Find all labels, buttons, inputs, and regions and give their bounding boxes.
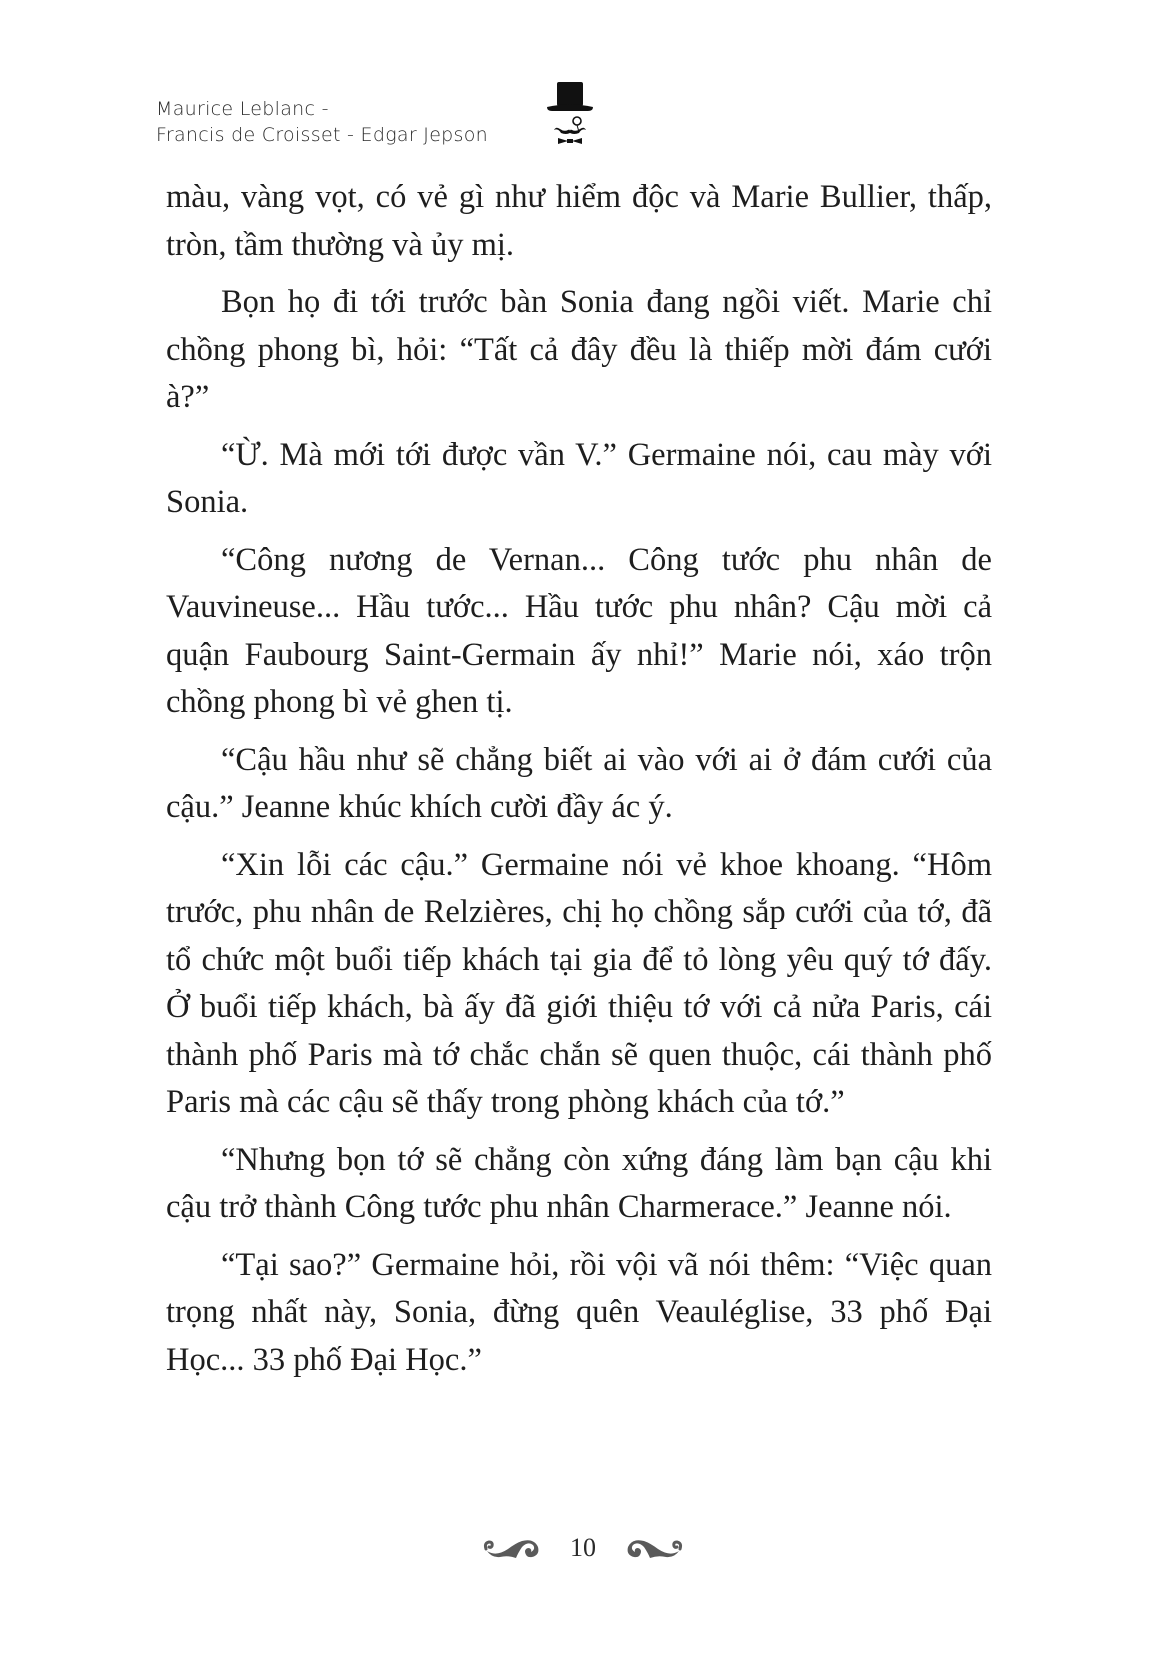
page-number: 10 — [570, 1533, 596, 1562]
header-authors-line-1: Maurice Leblanc - — [156, 98, 329, 120]
paragraph: “Nhưng bọn tớ sẽ chẳng còn xứng đáng làm bạn cậu khi cậu trở thành Công tước phu nhân Charmerace.” Jeanne nói. — [166, 1141, 992, 1225]
paragraph: “Xin lỗi các cậu.” Germaine nói vẻ khoe khoang. “Hôm trước, phu nhân de Relzières, chị họ chồng sắp cưới của tớ, đã tổ chức một buổi tiếp khách tại gia để tỏ lòng yêu quý tớ đấy. Ở buổi tiếp khách, bà ấy đã giới thiệu tớ với cả nửa Paris, cái thành phố Paris mà tớ chắc chắn sẽ quen thuộc, cái thành phố Paris mà các cậu sẽ thấy trong phòng khách của tớ.” — [166, 846, 992, 1120]
top-hat-monocle-mustache-icon — [544, 80, 596, 150]
running-header — [156, 96, 616, 156]
paragraph: “Ừ. Mà mới tới được vần V.” Germaine nói, cau mày với Sonia. — [166, 436, 992, 520]
scroll-flourish-right-icon — [624, 1533, 686, 1563]
paragraph: “Tại sao?” Germaine hỏi, rồi vội vã nói thêm: “Việc quan trọng nhất này, Sonia, đừng quên Veauléglise, 33 phố Đại Học... 33 phố Đại Học.” — [166, 1246, 992, 1378]
paragraph-continued: màu, vàng vọt, có vẻ gì như hiểm độc và Marie Bullier, thấp, tròn, tầm thường và ủy mị. — [166, 179, 992, 263]
chapter-body-text — [166, 174, 992, 1394]
paragraph: “Cậu hầu như sẽ chẳng biết ai vào với ai ở đám cưới của cậu.” Jeanne khúc khích cười đầy ác ý. — [166, 741, 992, 825]
paragraph: “Công nương de Vernan... Công tước phu nhân de Vauvineuse... Hầu tước... Hầu tước phu nhân? Cậu mời cả quận Faubourg Saint-Germain ấy nhỉ!” Marie nói, xáo trộn chồng phong bì vẻ ghen tị. — [166, 541, 992, 720]
scroll-flourish-left-icon — [480, 1533, 542, 1563]
paragraph: Bọn họ đi tới trước bàn Sonia đang ngồi viết. Marie chỉ chồng phong bì, hỏi: “Tất cả đây đều là thiếp mời đám cưới à?” — [166, 284, 992, 415]
header-authors-line-2: Francis de Croisset - Edgar Jepson — [156, 124, 489, 146]
page-footer — [0, 1525, 1166, 1571]
